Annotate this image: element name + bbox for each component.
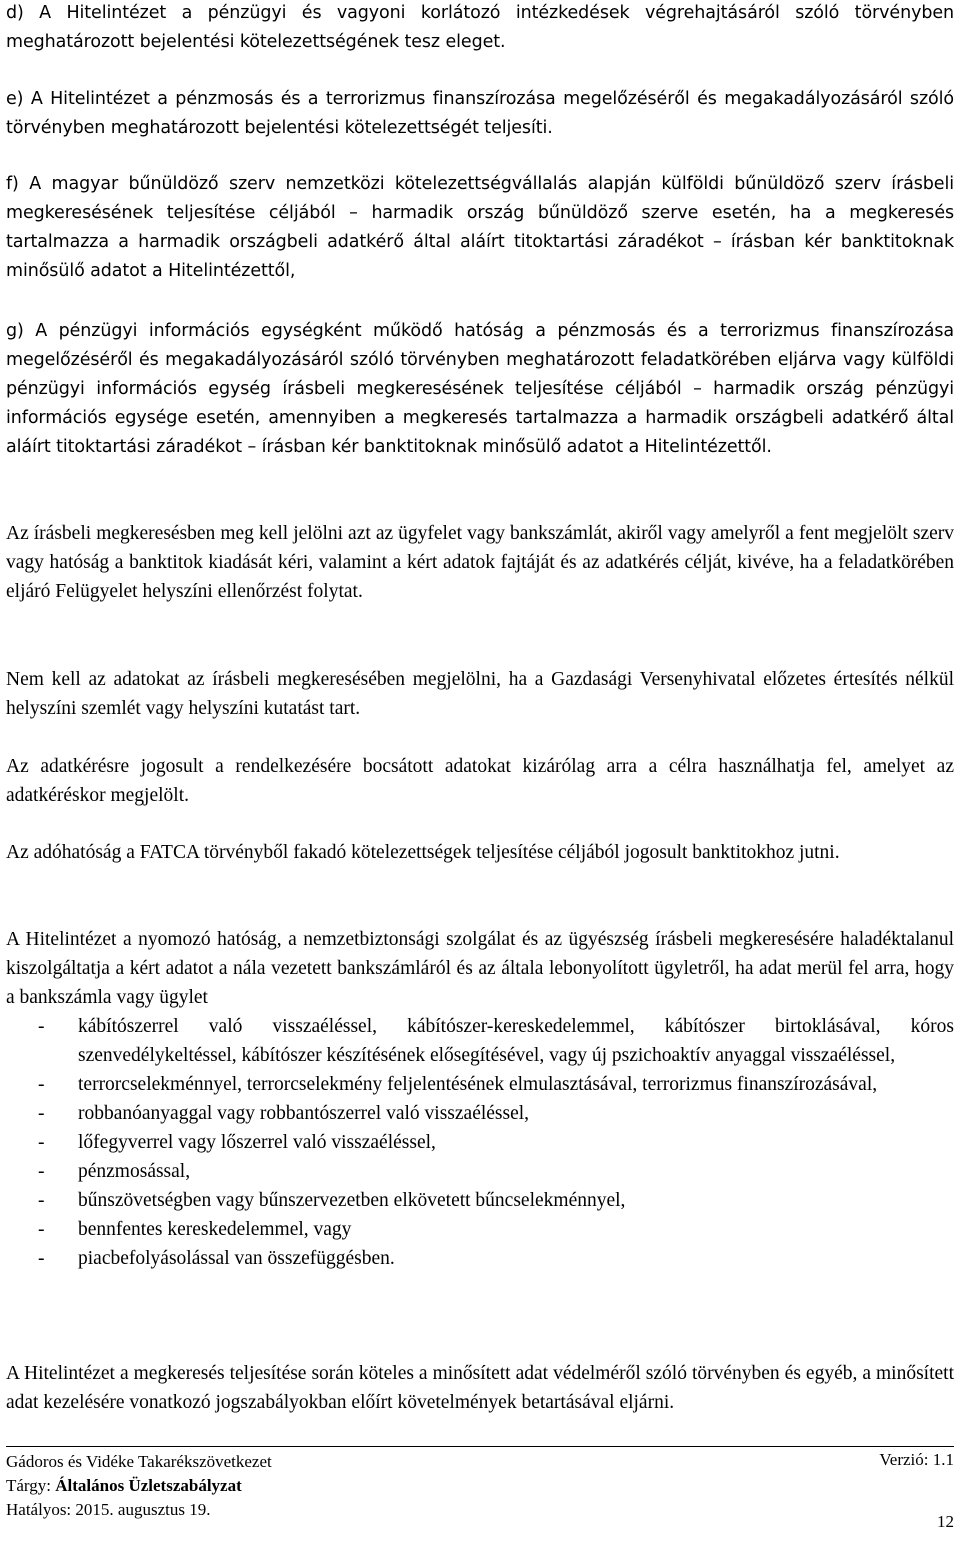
list-item: - bennfentes kereskedelemmel, vagy (6, 1215, 954, 1244)
paragraph-written-request: Az írásbeli megkeresésben meg kell jelölni azt az ügyfelet vagy bankszámlát, akiről vagy amelyről a fent megjelölt szerv vagy hatóság a banktitok kiadását kéri, valamint a kért adatok fajtáját és az adatkérés célját, kivéve, ha a feladatkörében eljáró Felügyelet helyszíni ellenőrzést folytat. (6, 523, 954, 602)
page-number: 12 (937, 1512, 954, 1531)
paragraph-f: f) A magyar bűnüldöző szerv nemzetközi kötelezettségvállalás alapján külföldi bűnüldöző szerv írásbeli megkeresésének teljesítése céljából – harmadik ország bűnüldöző szerve esetén, ha a megkeresés tartalmazza a harmadik országbeli adatkérő által aláírt titoktartási záradékot – írásban kér banktitoknak minősülő adatot a Hitelintézettől, (6, 174, 954, 281)
paragraph-data-use: Az adatkérésre jogosult a rendelkezésére bocsátott adatokat kizárólag arra a célra használhatja fel, amelyet az adatkéréskor megjelölt. (6, 756, 954, 806)
paragraph-e: e) A Hitelintézet a pénzmosás és a terrorizmus finanszírozása megelőzéséről és megakadályozásáról szóló törvényben meghatározott bejelentési kötelezettségét teljesíti. (6, 89, 954, 138)
page-footer (6, 1450, 954, 1522)
footer-subject-label: Tárgy: (6, 1476, 56, 1495)
list-item: - bűnszövetségben vagy bűnszervezetben elkövetett bűncselekménnyel, (6, 1186, 954, 1215)
list-dash: - (38, 1016, 45, 1037)
paragraph-g: g) A pénzügyi információs egységként működő hatóság a pénzmosás és a terrorizmus finanszírozása megelőzéséről és megakadályozásáról szóló törvényben meghatározott feladatkörében eljárva vagy külföldi pénzügyi információs egység írásbeli megkeresésének teljesítése céljából – harmadik ország pénzügyi információs egysége esetén, amennyiben a megkeresés tartalmazza a harmadik országbeli adatkérő által aláírt titoktartási záradékot – írásban kér banktitoknak minősülő adatot a Hitelintézettől. (6, 321, 954, 457)
list-item: - kábítószerrel való visszaéléssel, kábítószer-kereskedelemmel, kábítószer birtoklásával, kóros szenvedélykeltéssel, kábítószer készítésének elősegítésével, vagy új pszichoaktív anyaggal visszaéléssel, (6, 1012, 954, 1070)
list-item: - pénzmosással, (6, 1157, 954, 1186)
footer-effective-date: Hatályos: 2015. augusztus 19. (6, 1500, 211, 1519)
list-dash: - (38, 1103, 45, 1124)
paragraph-classified-data: A Hitelintézet a megkeresés teljesítése során köteles a minősített adat védelméről szóló törvényben és egyéb, a minősített adat kezelésére vonatkozó jogszabályokban előírt követelmények betartásával eljárni. (6, 1363, 954, 1413)
footer-subject: Általános Üzletszabályzat (55, 1476, 242, 1495)
footer-divider (6, 1446, 954, 1447)
paragraph-competition-authority: Nem kell az adatokat az írásbeli megkeresésében megjelölni, ha a Gazdasági Versenyhivatal előzetes értesítés nélkül helyszíni szemlét vagy helyszíni kutatást tart. (6, 669, 954, 719)
footer-version: Verzió: 1.1 (879, 1450, 954, 1469)
list-dash: - (38, 1074, 45, 1095)
list-dash: - (38, 1132, 45, 1153)
list-item: - robbanóanyaggal vagy robbantószerrel való visszaéléssel, (6, 1099, 954, 1128)
footer-organization: Gádoros és Vidéke Takarékszövetkezet (6, 1452, 272, 1471)
paragraph-investigating-authority: A Hitelintézet a nyomozó hatóság, a nemzetbiztonsági szolgálat és az ügyészség írásbeli megkeresésére haladéktalanul kiszolgáltatja a kért adatot a nála vezetett bankszámláról és az általa lebonyolított ügyletről, ha adat merül fel arra, hogy a bankszámla vagy ügylet (6, 929, 954, 1008)
list-item: - lőfegyverrel vagy lőszerrel való visszaéléssel, (6, 1128, 954, 1157)
list-dash: - (38, 1161, 45, 1182)
list-dash: - (38, 1248, 45, 1269)
list-dash: - (38, 1219, 45, 1240)
list-item: - terrorcselekménnyel, terrorcselekmény feljelentésének elmulasztásával, terrorizmus finanszírozásával, (6, 1070, 954, 1099)
paragraph-d: d) A Hitelintézet a pénzügyi és vagyoni korlátozó intézkedések végrehajtásáról szóló törvényben meghatározott bejelentési kötelezettségének tesz eleget. (6, 3, 954, 52)
list-item: - piacbefolyásolással van összefüggésben. (6, 1244, 954, 1273)
offence-list (6, 1012, 954, 1273)
paragraph-fatca: Az adóhatóság a FATCA törvényből fakadó kötelezettségek teljesítése céljából jogosult banktitokhoz jutni. (6, 842, 840, 863)
list-dash: - (38, 1190, 45, 1211)
